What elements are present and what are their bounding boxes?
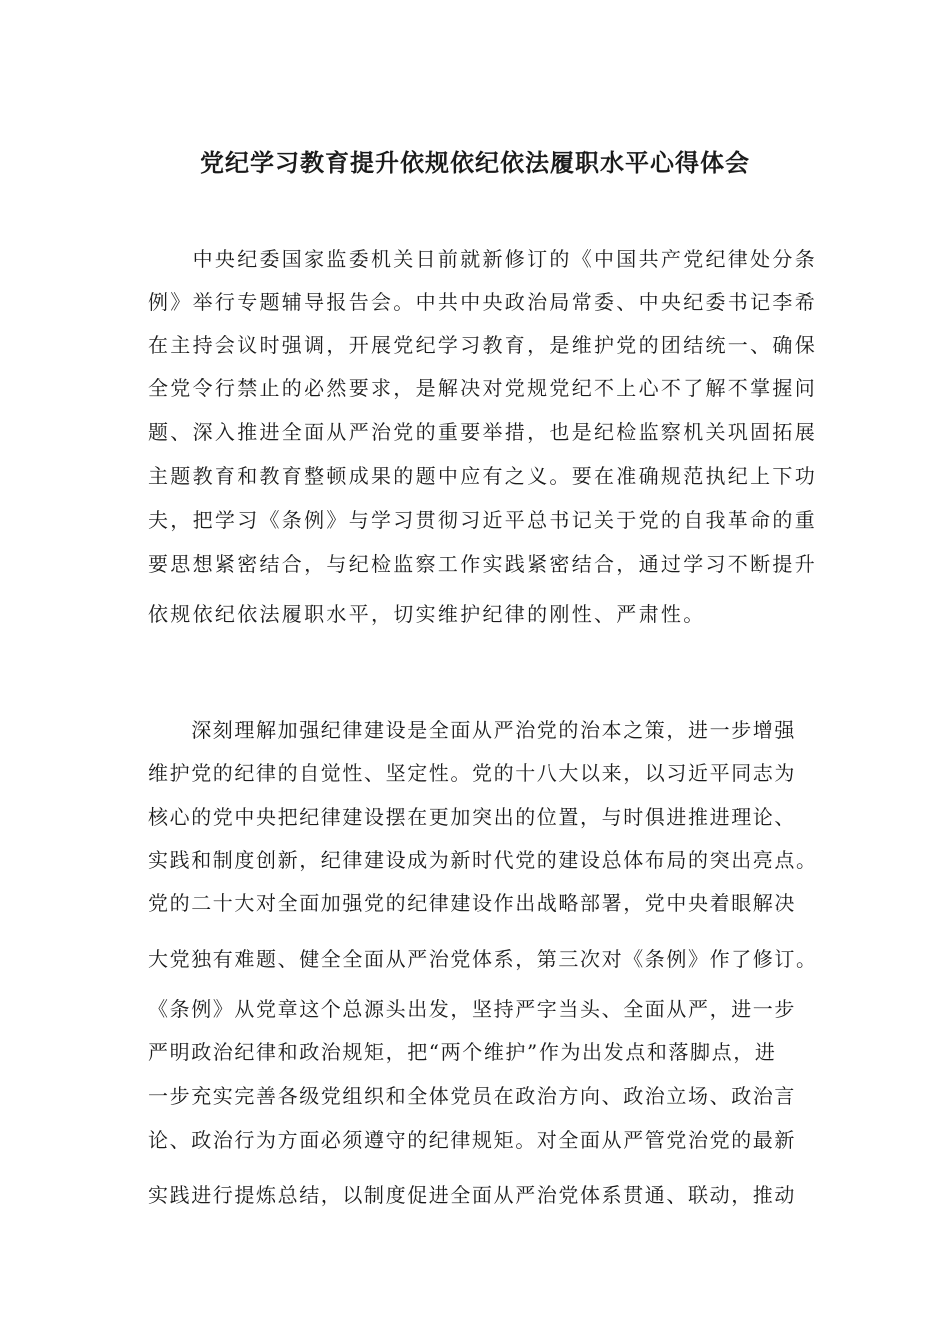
- paragraph-line: 大党独有难题、健全全面从严治党体系，第三次对《条例》作了修订。: [148, 947, 818, 971]
- paragraph-line: 党的二十大对全面加强党的纪律建设作出战略部署，党中央着眼解决: [148, 891, 796, 915]
- paragraph-line: 主题教育和教育整顿成果的题中应有之义。要在准确规范执纪上下功: [148, 464, 817, 488]
- paragraph-line: 《条例》从党章这个总源头出发，坚持严字当头、全面从严，进一步: [148, 997, 796, 1021]
- paragraph-line: 依规依纪依法履职水平，切实维护纪律的刚性、严肃性。: [148, 602, 706, 626]
- paragraph-line: 题、深入推进全面从严治党的重要举措，也是纪检监察机关巩固拓展: [148, 420, 817, 444]
- paragraph-line: 实践进行提炼总结，以制度促进全面从严治党体系贯通、联动，推动: [148, 1183, 796, 1207]
- paragraph-line: 在主持会议时强调，开展党纪学习教育，是维护党的团结统一、确保: [148, 333, 817, 357]
- paragraph-line: 核心的党中央把纪律建设摆在更加突出的位置，与时俱进推进理论、: [148, 805, 796, 829]
- paragraph-line: 一步充实完善各级党组织和全体党员在政治方向、政治立场、政治言: [148, 1084, 796, 1108]
- paragraph-line: 严明政治纪律和政治规矩，把“两个维护”作为出发点和落脚点，进: [148, 1040, 777, 1064]
- paragraph-line: 要思想紧密结合，与纪检监察工作实践紧密结合，通过学习不断提升: [148, 552, 817, 576]
- paragraph-line: 全党令行禁止的必然要求，是解决对党规党纪不上心不了解不掌握问: [148, 376, 817, 400]
- document-title: 党纪学习教育提升依规依纪依法履职水平心得体会: [200, 148, 750, 177]
- paragraph-line: 维护党的纪律的自觉性、坚定性。党的十八大以来，以习近平同志为: [148, 761, 796, 785]
- paragraph-line: 实践和制度创新，纪律建设成为新时代党的建设总体布局的突出亮点。: [148, 848, 818, 872]
- paragraph-line: 夫，把学习《条例》与学习贯彻习近平总书记关于党的自我革命的重: [148, 508, 817, 532]
- paragraph-line: 论、政治行为方面必须遵守的纪律规矩。对全面从严管党治党的最新: [148, 1128, 796, 1152]
- paragraph-line: 例》举行专题辅导报告会。中共中央政治局常委、中央纪委书记李希: [148, 290, 817, 314]
- paragraph-line: 中央纪委国家监委机关日前就新修订的《中国共产党纪律处分条: [148, 247, 817, 271]
- paragraph-line: 深刻理解加强纪律建设是全面从严治党的治本之策，进一步增强: [148, 718, 796, 742]
